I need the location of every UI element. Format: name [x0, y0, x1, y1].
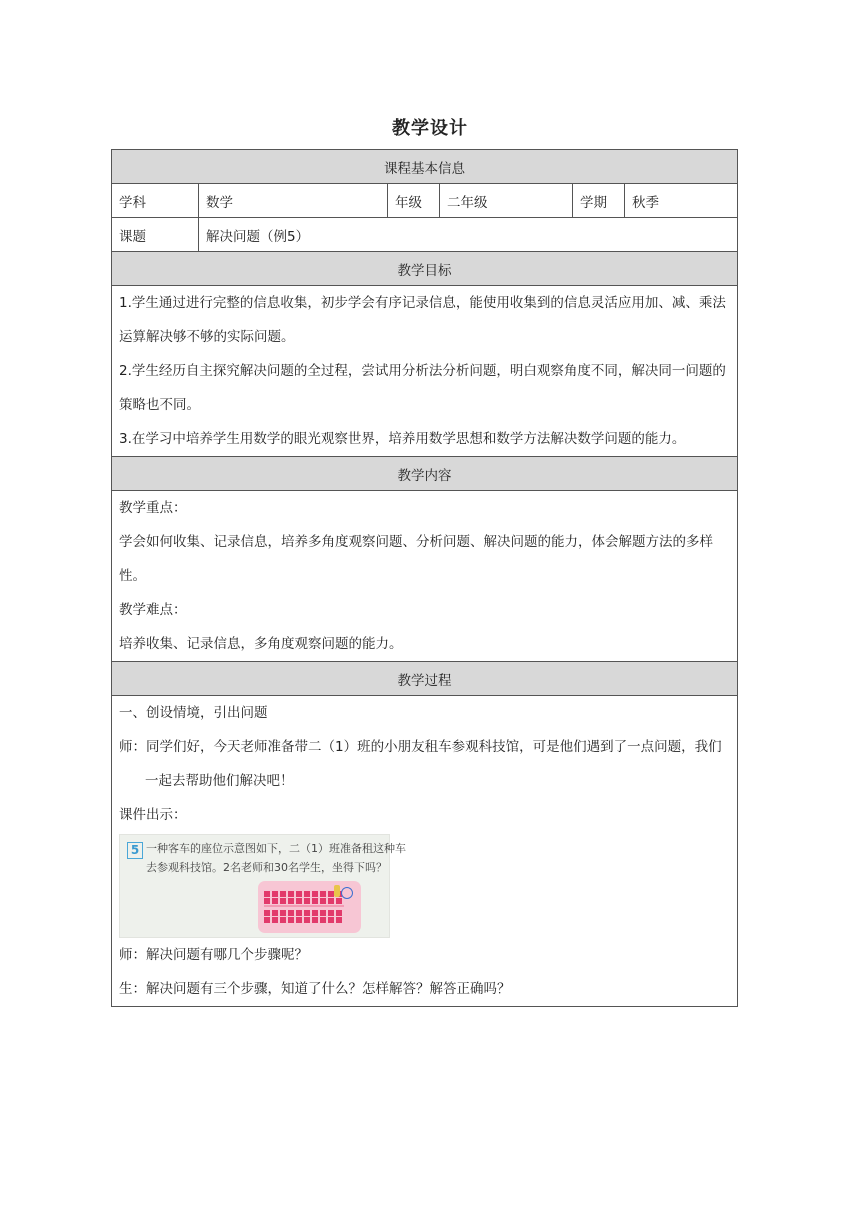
document-title: 教学设计 [392, 118, 468, 139]
lesson-plan-table [111, 149, 738, 1007]
section-header-basic: 课程基本信息 [112, 150, 738, 184]
steering-wheel-icon [341, 887, 353, 899]
topic-value: 解决问题（例5） [199, 218, 738, 252]
difficult-point-text: 培养收集、记录信息，多角度观察问题的能力。 [119, 636, 403, 652]
seat-row [264, 891, 342, 897]
teacher-dialogue: 师：解决问题有哪几个步骤呢？ [119, 947, 308, 963]
term-label: 学期 [573, 184, 625, 218]
bus-seat-diagram [258, 881, 361, 933]
process-step-heading: 一、创设情境，引出问题 [119, 705, 268, 721]
difficult-point-label: 教学难点： [119, 602, 187, 618]
goal-item: 3.在学习中培养学生用数学的眼光观察世界，培养用数学思想和数学方法解决数学问题的能力。 [119, 431, 686, 447]
figure-caption-line: 去参观科技馆。2名老师和30名学生，坐得下吗？ [146, 861, 387, 874]
seat-row [264, 898, 342, 904]
student-dialogue: 生：解决问题有三个步骤，知道了什么？怎样解答？解答正确吗？ [119, 981, 511, 997]
example-number-badge: 5 [127, 842, 143, 859]
subject-value: 数学 [199, 184, 388, 218]
figure-caption-line: 一种客车的座位示意图如下，二（1）班准备租这种车 [146, 842, 406, 855]
courseware-label: 课件出示： [119, 807, 187, 823]
content-block [112, 491, 738, 662]
subject-label: 学科 [112, 184, 199, 218]
seat-row [264, 917, 342, 923]
driver-seat-icon [334, 885, 340, 897]
topic-label: 课题 [112, 218, 199, 252]
key-point-label: 教学重点： [119, 500, 187, 516]
teacher-dialogue: 师：同学们好，今天老师准备带二（1）班的小朋友租车参观科技馆，可是他们遇到了一点问题，我们一起去帮助他们解决吧！ [119, 739, 722, 789]
section-header-goals: 教学目标 [112, 252, 738, 286]
section-header-content: 教学内容 [112, 457, 738, 491]
courseware-image [119, 834, 406, 938]
process-block [112, 696, 738, 1007]
section-header-process: 教学过程 [112, 662, 738, 696]
goals-block [112, 286, 738, 457]
term-value: 秋季 [625, 184, 738, 218]
grade-value: 二年级 [440, 184, 573, 218]
grade-label: 年级 [388, 184, 440, 218]
aisle [264, 905, 344, 907]
goal-item: 1.学生通过进行完整的信息收集，初步学会有序记录信息，能使用收集到的信息灵活应用加、减、乘法运算解决够不够的实际问题。 [119, 295, 726, 345]
seat-row [264, 910, 342, 916]
goal-item: 2.学生经历自主探究解决问题的全过程，尝试用分析法分析问题，明白观察角度不同，解决同一问题的策略也不同。 [119, 363, 726, 413]
key-point-text: 学会如何收集、记录信息，培养多角度观察问题、分析问题、解决问题的能力，体会解题方法的多样性。 [119, 534, 713, 584]
